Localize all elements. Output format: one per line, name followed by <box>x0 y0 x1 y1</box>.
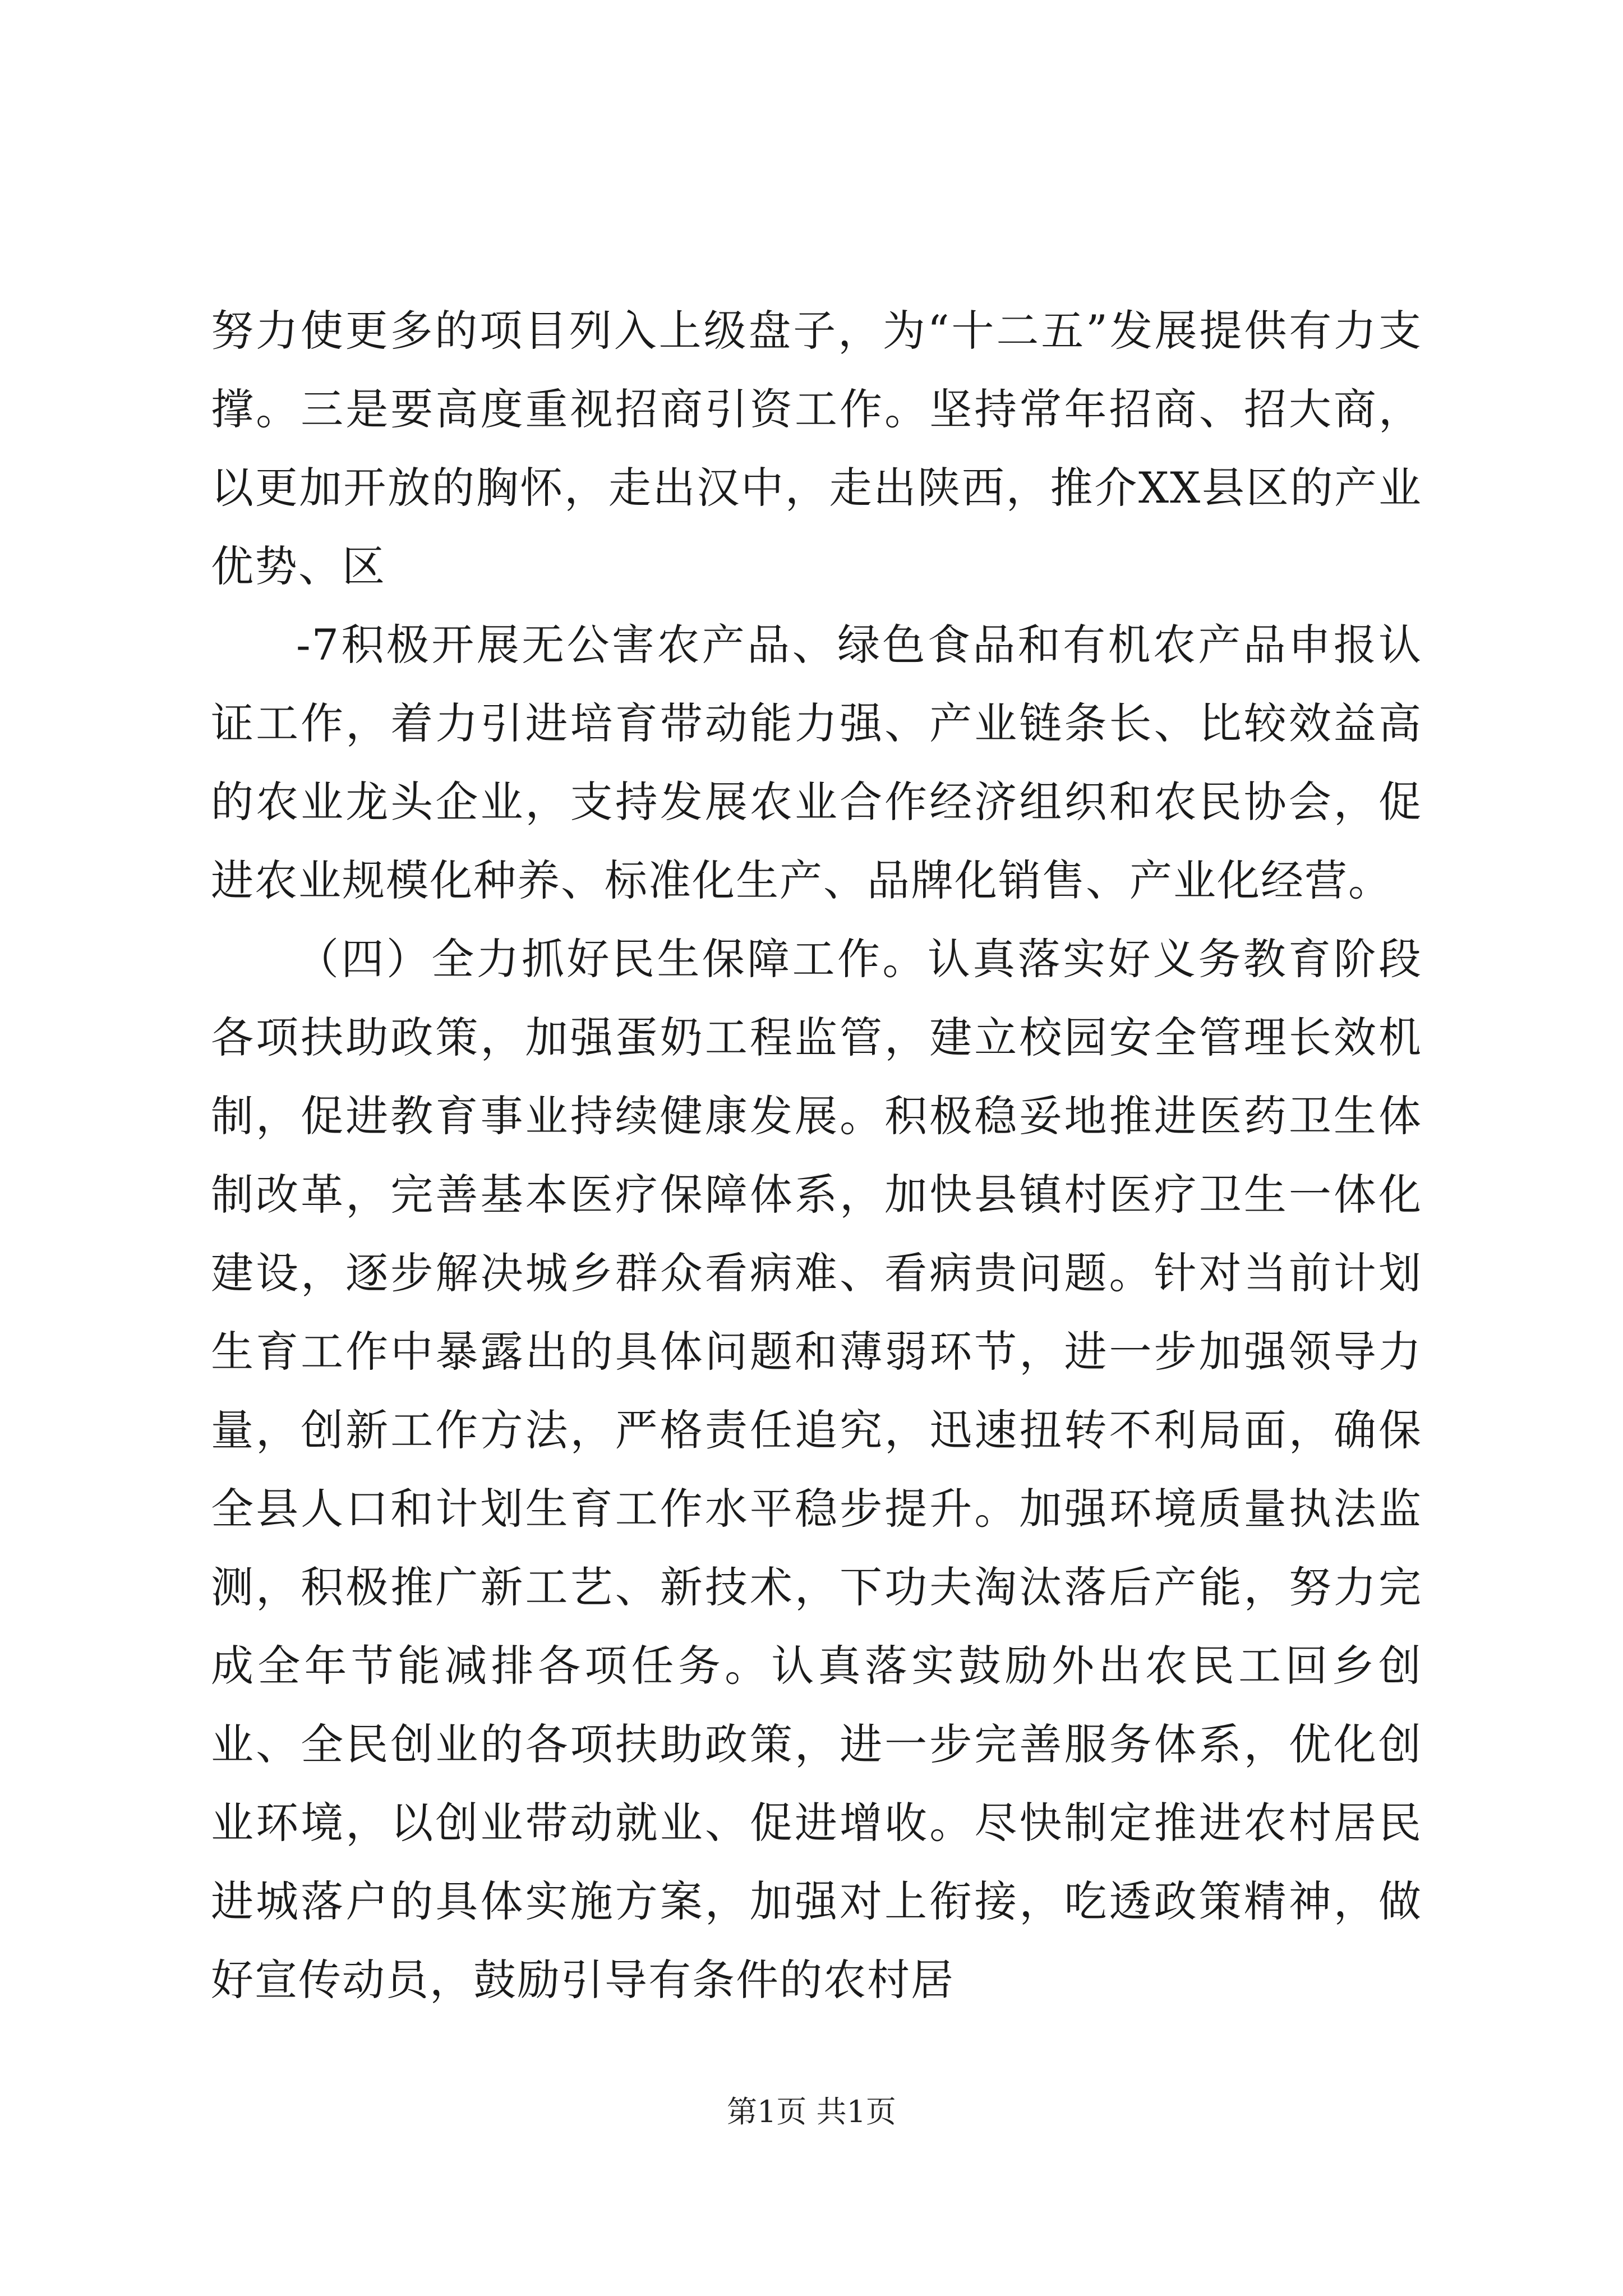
document-body <box>211 292 1422 2019</box>
paragraph-2: -7积极开展无公害农产品、绿色食品和有机农产品申报认证工作，着力引进培育带动能力强、产业链条长、比较效益高的农业龙头企业，支持发展农业合作经济组织和农民协会，促进农业规模化种养、标准化生产、品牌化销售、产业化经营。 <box>211 620 1422 905</box>
paragraph-3: （四）全力抓好民生保障工作。认真落实好义务教育阶段各项扶助政策，加强蛋奶工程监管，建立校园安全管理长效机制，促进教育事业持续健康发展。积极稳妥地推进医药卫生体制改革，完善基本医疗保障体系，加快县镇村医疗卫生一体化建设，逐步解决城乡群众看病难、看病贵问题。针对当前计划生育工作中暴露出的具体问题和薄弱环节，进一步加强领导力量，创新工作方法，严格责任追究，迅速扭转不利局面，确保全县人口和计划生育工作水平稳步提升。加强环境质量执法监测，积极推广新工艺、新技术，下功夫淘汰落后产能，努力完成全年节能减排各项任务。认真落实鼓励外出农民工回乡创业、全民创业的各项扶助政策，进一步完善服务体系，优化创业环境，以创业带动就业、促进增收。尽快制定推进农村居民进城落户的具体实施方案，加强对上衔接，吃透政策精神，做好宣传动员，鼓励引导有条件的农村居 <box>211 934 1422 2005</box>
page-footer: 第1页 共1页 <box>727 2094 896 2129</box>
paragraph-1: 努力使更多的项目列入上级盘子，为“十二五”发展提供有力支撑。三是要高度重视招商引资工作。坚持常年招商、招大商，以更加开放的胸怀，走出汉中，走出陕西，推介XX县区的产业优势、区 <box>211 306 1422 591</box>
